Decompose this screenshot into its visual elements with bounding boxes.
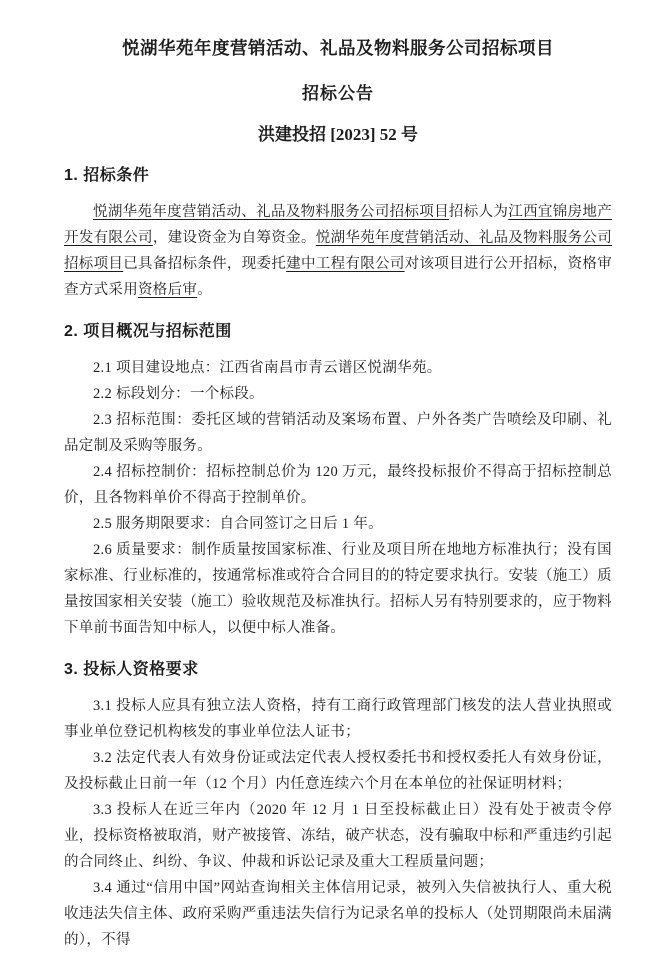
document-title: 悦湖华苑年度营销活动、礼品及物料服务公司招标项目 (122, 38, 554, 58)
section-heading: 1. 招标条件 (64, 167, 150, 184)
text-run: 。 (197, 282, 213, 298)
section (64, 320, 612, 641)
paragraph (64, 407, 612, 459)
underlined-text-run: 悦湖华苑年度营销活动、礼品及物料服务公司招标项目 (93, 204, 449, 220)
paragraph (64, 875, 612, 953)
document-number: 洪建投招 [2023] 52 号 (257, 125, 419, 144)
text-run: 2.4 招标控制价：招标控制总价为 120 万元，最终投标报价不得高于招标控制总价，且各物料单价不得高于控制单价。 (64, 464, 612, 506)
text-run: 2.6 质量要求：制作质量按国家标准、行业及项目所在地地方标准执行；没有国家标准、行业标准的，按通常标准或符合合同目的的特定要求执行。安装（施工）质量按国家相关安装（施工）验收规范及标准执行。招标人另有特别要求的，应于物料下单前书面告知中标人，以便中标人准备。 (64, 542, 612, 636)
paragraph (64, 355, 612, 381)
text-run: 3.4 通过“信用中国”网站查询相关主体信用记录，被列入失信被执行人、重大税收违法失信主体、政府采购严重违法失信行为记录名单的投标人（处罚期限尚未届满的），不得 (64, 880, 612, 948)
section-heading: 3. 投标人资格要求 (64, 661, 199, 678)
paragraph (64, 381, 612, 407)
document-body (64, 164, 612, 953)
underlined-text-run: 建中工程有限公司 (286, 256, 405, 272)
text-run: ，建设资金为自筹资金。 (152, 230, 316, 246)
text-run: 2.3 招标范围：委托区域的营销活动及案场布置、户外各类广告喷绘及印刷、礼品定制及采购等服务。 (64, 412, 612, 454)
section-heading: 2. 项目概况与招标范围 (64, 323, 232, 340)
underlined-text-run: 悦湖华苑年度营销活动、礼品及物料服务公司招标项目 (64, 230, 612, 272)
text-run: 招标人为 (448, 204, 509, 220)
underlined-text-run: 资格后审 (138, 282, 198, 298)
text-run: 2.5 服务期限要求：自合同签订之日后 1 年。 (93, 516, 383, 532)
paragraph (64, 797, 612, 875)
section (64, 658, 612, 953)
text-run: 3.2 法定代表人有效身份证或法定代表人授权委托书和授权委托人有效身份证，及投标截止日前一年（12 个月）内任意连续六个月在本单位的社保证明材料； (64, 750, 612, 792)
paragraph (64, 693, 612, 745)
paragraph (64, 537, 612, 641)
text-run: 2.2 标段划分：一个标段。 (93, 386, 264, 402)
paragraph (64, 199, 612, 303)
section (64, 164, 612, 303)
paragraph (64, 745, 612, 797)
document-subtitle: 招标公告 (302, 84, 374, 103)
paragraph (64, 511, 612, 537)
text-run: 3.3 投标人在近三年内（2020 年 12 月 1 日至投标截止日）没有处于被责令停业，投标资格被取消，财产被接管、冻结，破产状态，没有骗取中标和严重违约引起的合同终止、纠纷、争议、仲裁和诉讼记录及重大工程质量问题； (64, 802, 612, 870)
text-run: 2.1 项目建设地点：江西省南昌市青云谱区悦湖华苑。 (93, 360, 442, 376)
text-run: 对该项目进行公开招标，资格审查方式采用 (64, 256, 612, 298)
text-run: 3.1 投标人应具有独立法人资格，持有工商行政管理部门核发的法人营业执照或事业单位登记机构核发的事业单位法人证书； (64, 698, 612, 740)
underlined-text-run: 江西宜锦房地产开发有限公司 (64, 204, 613, 246)
text-run: 已具备招标条件，现委托 (123, 256, 287, 272)
paragraph (64, 459, 612, 511)
